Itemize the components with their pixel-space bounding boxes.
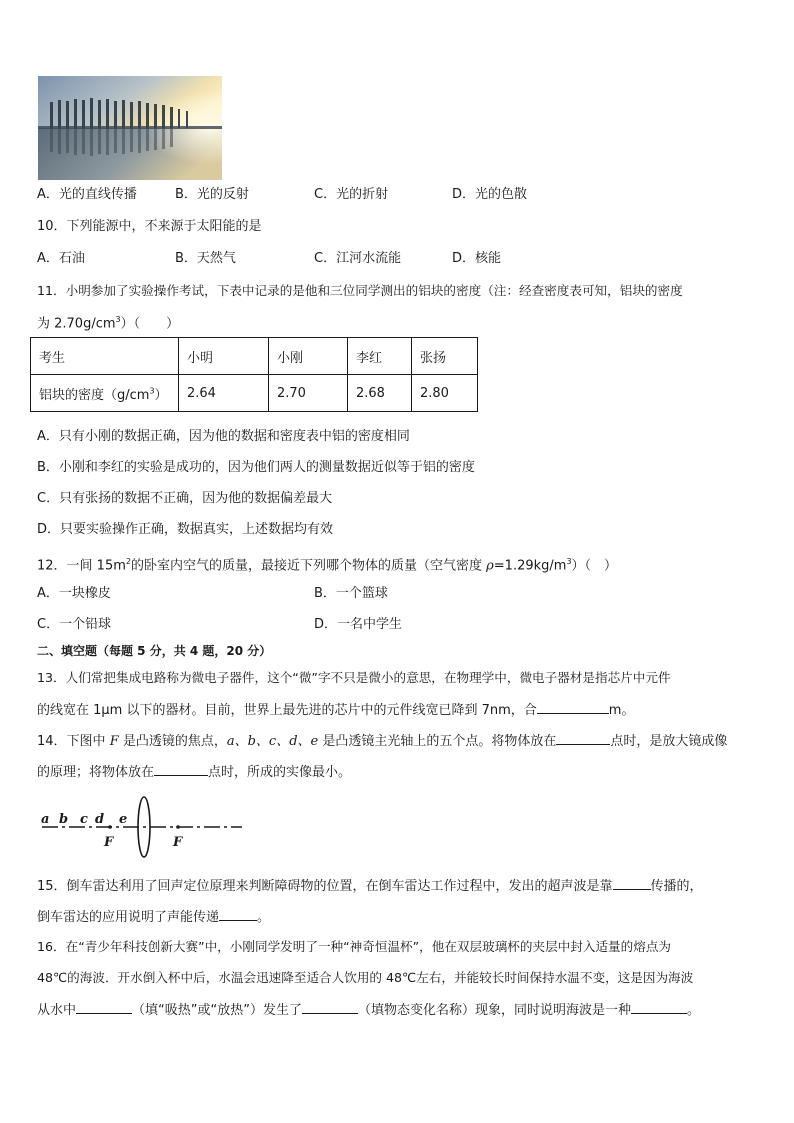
q14-line2: 的原理；将物体放在 点时，所成的实像最小。 [37,762,351,782]
q12-option-a: A．一块橡皮 [37,586,111,601]
q14-line1: 14．下图中 F 是凸透镜的焦点，a、b、c、d、e 是凸透镜主光轴上的五个点。将物体放在 点时，是放大镜成像 [37,731,727,751]
convex-lens-diagram [38,796,248,860]
table-cell: 小明 [179,338,269,375]
answer-blank[interactable] [76,1000,132,1014]
point-label-c: c [80,812,88,827]
q11-option-c: C．只有张扬的数据不正确，因为他的数据偏差最大 [37,491,333,506]
q11-option-b: B．小刚和李红的实验是成功的，因为他们两人的测量数据近似等于铝的密度 [37,460,475,475]
q16-line1: 16．在“青少年科技创新大赛”中，小刚同学发明了一种“神奇恒温杯”，他在双层玻璃杯的夹层中封入适量的熔点为 [37,939,672,954]
answer-blank[interactable] [537,700,609,714]
q15-line1: 15．倒车雷达利用了回声定位原理来判断障碍物的位置，在倒车雷达工作过程中，发出的超声波是靠 传播的， [37,876,703,896]
q15-line2: 倒车雷达的应用说明了声能传递 。 [37,907,270,927]
table-row [31,375,478,412]
answer-blank[interactable] [302,1000,358,1014]
point-label-e: e [119,812,128,827]
focus-point-left [108,825,112,829]
point-label-d: d [95,812,105,827]
q10-option-a: A．石油 [37,251,85,266]
table-cell: 小刚 [269,338,348,375]
table-cell: 考生 [31,338,179,375]
q9-option-a: A．光的直线传播 [37,187,137,202]
tree-lake-photo [38,76,222,180]
q9-option-d: D．光的色散 [452,187,528,202]
q11-stem-line2: 为 $2.70g/cm^3$）（ ） [37,315,180,332]
table-row [31,338,478,375]
point-label-b: b [59,812,69,827]
q12-option-c: C．一个铅球 [37,617,112,632]
q9-option-c: C．光的折射 [314,187,389,202]
q11-option-a: A．只有小刚的数据正确，因为他的数据和密度表中铝的密度相同 [37,429,410,444]
q10-option-c: C．江河水流能 [314,251,402,266]
q9-option-b: B．光的反射 [175,187,249,202]
answer-blank[interactable] [154,762,208,776]
q10-stem: 10．下列能源中，不来源于太阳能的是 [37,219,262,234]
q16-line3: 从水中 （填“吸热”或“放热”）发生了 （填物态变化名称）现象，同时说明海波是一种 。 [37,1000,700,1020]
q12-option-d: D．一名中学生 [314,617,403,632]
table-cell: 2.70 [269,375,348,412]
focus-label-left: F [104,835,114,850]
q16-line2: 48℃的海波．开水倒入杯中后，水温会迅速降至适合人饮用的 48℃左右，并能较长时间保持水温不变，这是因为海波 [37,970,694,985]
q11-stem-line1: 11．小明参加了实验操作考试，下表中记录的是他和三位同学测出的铝块的密度（注：经查密度表可知，铝块的密度 [37,283,683,298]
table-cell: 铝块的密度$(g/cm^3)$ [31,375,179,412]
q13-line1: 13．人们常把集成电路称为微电子器件，这个“微”字不只是微小的意思，在物理学中，微电子器材是指芯片中元件 [37,670,671,685]
landscape-image [38,76,222,180]
answer-blank[interactable] [631,1000,687,1014]
table-cell: 张扬 [412,338,478,375]
focus-point-right [176,825,180,829]
table-cell: 李红 [348,338,412,375]
focus-label-right: F [173,835,183,850]
q13-line2: 的线宽在 1μm 以下的器材。目前，世界上最先进的芯片中的元件线宽已降到 7nm，合 m。 [37,700,634,720]
q12-option-b: B．一个篮球 [314,586,388,601]
section-title: 二、填空题（每题 5 分，共 4 题，20 分） [37,644,272,658]
density-table [30,337,478,412]
answer-blank[interactable] [219,907,257,921]
q11-option-d: D．只要实验操作正确，数据真实，上述数据均有效 [37,522,334,537]
table-cell: 2.80 [412,375,478,412]
point-label-a: a [41,812,50,827]
answer-blank[interactable] [556,731,610,745]
answer-blank[interactable] [613,876,651,890]
table-cell: 2.68 [348,375,412,412]
table-cell: 2.64 [179,375,269,412]
q12-stem: 12．一间 $15m^2$的卧室内空气的质量，最接近下列哪个物体的质量（空气密度 $\rho=1.29kg/m^3$）（ ） [37,557,618,574]
q10-option-b: B．天然气 [175,251,236,266]
q10-option-d: D．核能 [452,251,502,266]
